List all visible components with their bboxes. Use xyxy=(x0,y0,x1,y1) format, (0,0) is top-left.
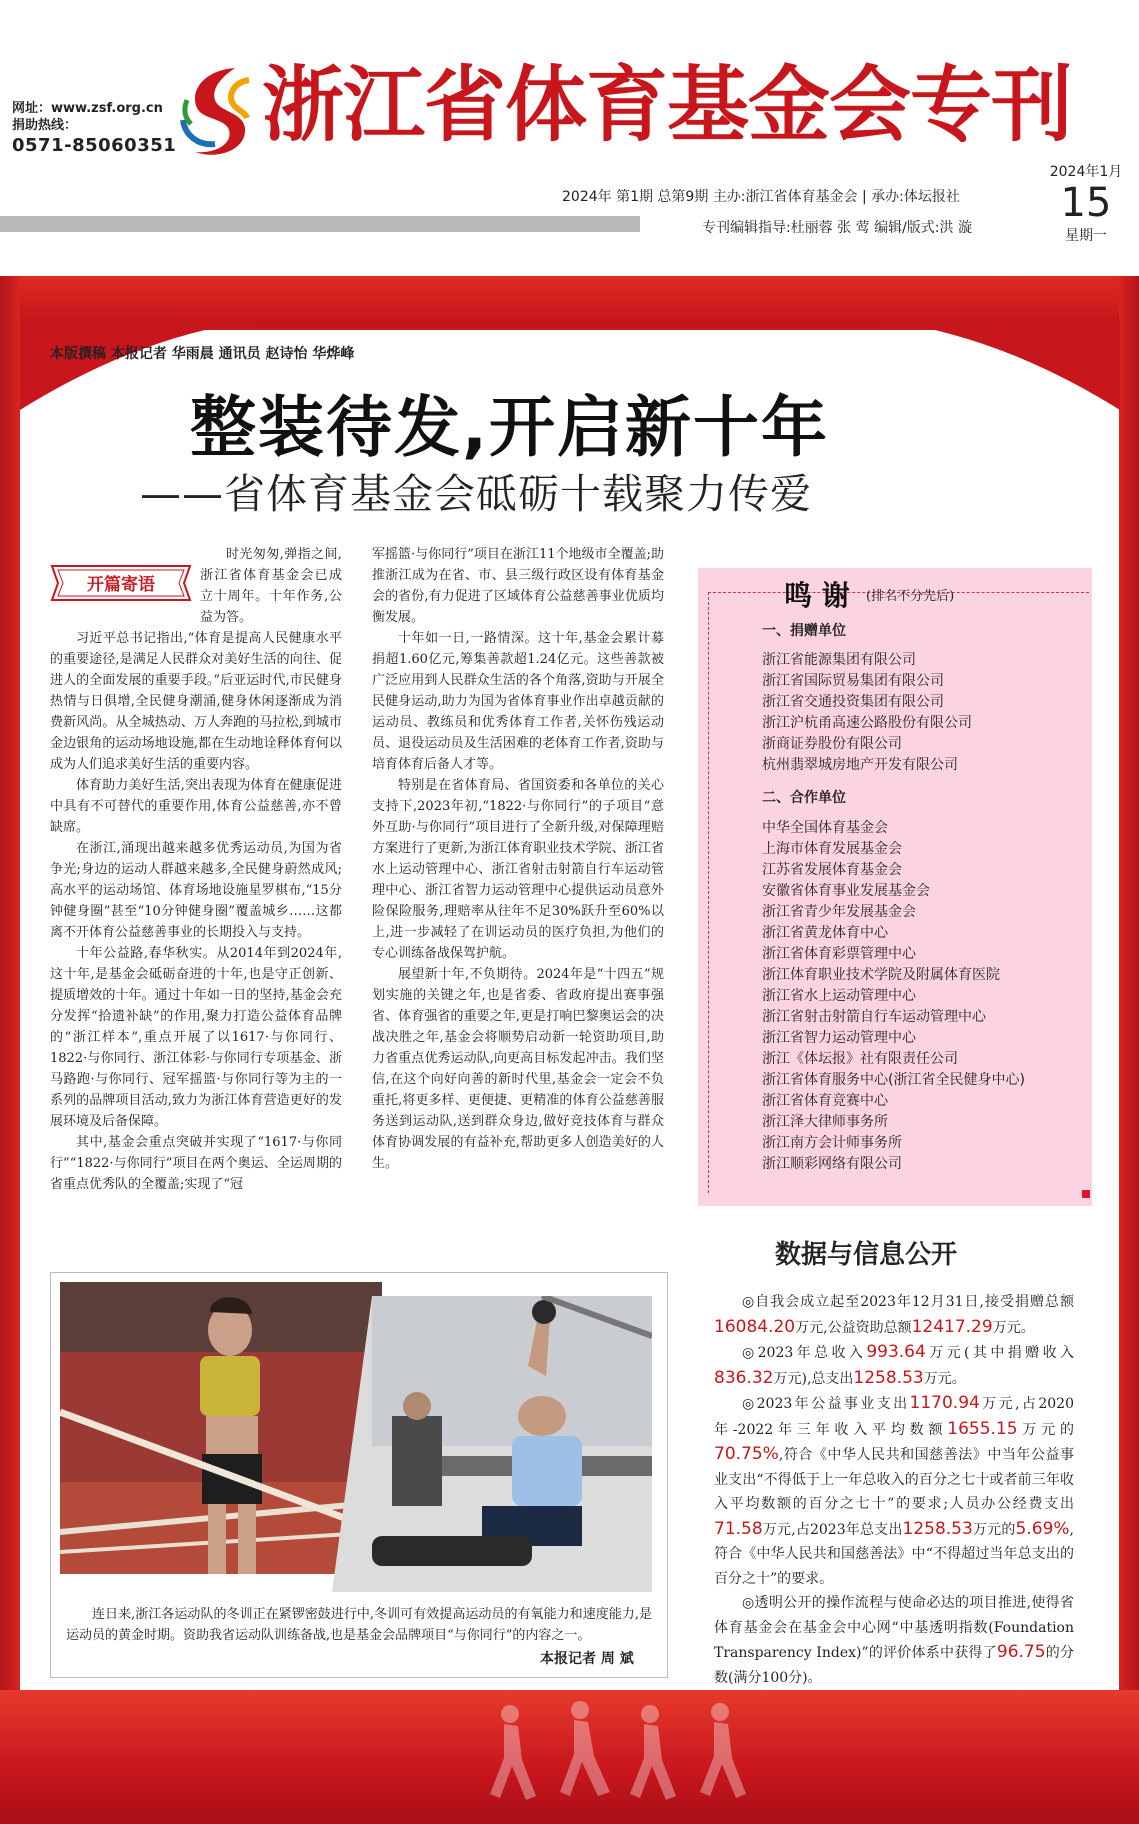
disclosure-paragraph xyxy=(714,1591,1074,1690)
figure-value: 71.58 xyxy=(714,1518,763,1539)
photo-credit: 本报记者 周 斌 xyxy=(540,1651,634,1667)
list-item: 浙江顺彩网络有限公司 xyxy=(762,1156,902,1172)
figure-value: 5.69% xyxy=(1015,1518,1070,1539)
date-weekday: 星期一 xyxy=(1065,228,1107,244)
figure-value: 70.75% xyxy=(714,1444,779,1464)
text: 万元,占2020年-2022年三年收入平均数额 xyxy=(714,1396,1074,1438)
text: 万元),总支出 xyxy=(773,1370,854,1387)
donors-heading: 一、捐赠单位 xyxy=(762,623,846,639)
list-item: 浙江省青少年发展基金会 xyxy=(762,904,916,920)
hotline-number: 0571-85060351 xyxy=(12,135,177,156)
paragraph: 在浙江,涌现出越来越多优秀运动员,为国为省争光;身边的运动人群越来越多,全民健身蔚然成风;高水平的运动场馆、体育场地设施星罗棋布,“15分钟健身圈”甚至“10分钟健身圈”覆盖城乡……这都离不开体育公益慈善事业的长期投入与支持。 xyxy=(50,841,342,940)
paragraph: 展望新十年,不负期待。2024年是“十四五”规划实施的关键之年,也是省委、省政府提出赛事强省、体育强省的重要之年,更是打响巴黎奥运会的决战决胜之年,基金会将顺势启动新一轮资助项目,助力省重点优秀运动队,向更高目标发起冲击。我们坚信,在这个向好向善的新时代里,基金会一定会不负重托,将更多样、更便捷、更精准的体育公益慈善服务送到运动队,送到群众身边,做好竞技体育与群众体育协调发展的有益补充,帮助更多人创造美好的人生。 xyxy=(372,967,664,1171)
disclosure-title: 数据与信息公开 xyxy=(775,1240,958,1270)
list-item: 浙江沪杭甬高速公路股份有限公司 xyxy=(762,715,972,731)
website-url: 网址：www.zsf.org.cn xyxy=(12,101,163,116)
list-item: 浙江省水上运动管理中心 xyxy=(762,988,916,1004)
text: 万元(其中捐赠收入 xyxy=(925,1345,1074,1361)
text: ◎自我会成立起至2023年12月31日,接受捐赠总额 xyxy=(742,1294,1074,1310)
partner-list xyxy=(762,818,1025,1175)
paragraph: 军摇篮·与你同行”项目在浙江11个地级市全覆盖;助推浙江成为在省、市、县三级行政区设有体育基金会的省份,有力促进了区域体育公益慈善事业优质均衡发展。 xyxy=(372,547,664,625)
figure-value: 1170.94 xyxy=(909,1393,980,1413)
disclosure-paragraph xyxy=(714,1391,1074,1591)
text: ,符合《中华人民共和国慈善法》中“不得超过当年总支出的百分之十”的要求。 xyxy=(714,1521,1074,1587)
list-item: 浙江南方会计师事务所 xyxy=(762,1135,902,1151)
list-item: 安徽省体育事业发展基金会 xyxy=(762,883,930,899)
curtain-right xyxy=(1119,276,1139,1696)
figure-value: 16084.20 xyxy=(714,1316,796,1337)
article-column-1 xyxy=(50,544,342,1195)
figure-value: 993.64 xyxy=(866,1342,926,1362)
corner-dot-icon xyxy=(1082,1190,1090,1198)
list-item: 浙江省交通投资集团有限公司 xyxy=(762,694,944,710)
paragraph: 习近平总书记指出,“体育是提高人民健康水平的重要途径,是满足人民群众对美好生活的向往、促进人的全面发展的重要手段。”后亚运时代,市民健身热情与日俱增,全民健身潮涌,健身休闲逐渐成为消费新风尚。从全城热动、万人奔跑的马拉松,到城市金边银角的运动场地设施,都在生动地诠释体育何以成为人们追求美好生活的重要内容。 xyxy=(50,631,342,772)
paragraph: 特别是在省体育局、省国资委和各单位的关心支持下,2023年初,“1822·与你同行”的子项目“意外互助·与你同行”项目进行了全新升级,对保障理赔方案进行了更新,为浙江体育职业技术学院、浙江省水上运动管理中心、浙江省射击射箭自行车运动管理中心、浙江省智力运动管理中心提供运动员意外险保险服务,理赔率从往年不足30%跃升至60%以上,进一步减轻了在训运动员的医疗负担,为他们的专心训练备战保驾护航。 xyxy=(372,778,664,961)
list-item: 江苏省发展体育基金会 xyxy=(762,862,902,878)
list-item: 浙江省体育服务中心(浙江省全民健身中心) xyxy=(762,1072,1025,1088)
text: 万元的 xyxy=(1017,1421,1075,1438)
paragraph: 其中,基金会重点突破并实现了“1617·与你同行”“1822·与你同行”项目在两个奥运、全运周期的省重点优秀队的全覆盖;实现了“冠 xyxy=(50,1135,342,1192)
acknowledgement-note: (排名不分先后) xyxy=(866,589,955,604)
text: 万元,占2023年总支出 xyxy=(762,1521,903,1538)
text: 万元的 xyxy=(972,1521,1016,1538)
curtain-left xyxy=(0,276,20,1696)
figure-value: 1655.15 xyxy=(947,1418,1018,1439)
disclosure-paragraph xyxy=(714,1290,1074,1340)
list-item: 上海市体育发展基金会 xyxy=(762,841,902,857)
list-item: 中华全国体育基金会 xyxy=(762,820,888,836)
text: 万元,公益资助总额 xyxy=(795,1319,912,1336)
editors-info: 专刊编辑指导:杜丽蓉 张 莺 编辑/版式:洪 漩 xyxy=(702,220,972,236)
article-byline: 本版撰稿 本报记者 华雨晨 通讯员 赵诗怡 华烨峰 xyxy=(50,346,355,362)
date-year-month: 2024年1月 xyxy=(1049,164,1123,180)
list-item: 浙江省能源集团有限公司 xyxy=(762,652,916,668)
masthead-title: 浙江省体育基金会专刊 xyxy=(262,58,1073,153)
paragraph: 十年如一日,一路情深。这十年,基金会累计募捐超1.60亿元,筹集善款超1.24亿元。这些善款被广泛应用到人民群众生活的各个角落,资助与开展全民健身运动,助力为国为省体育事业作出卓越贡献的运动员、教练员和优秀体育工作者,关怀伤残运动员、退役运动员及生活困难的老体育工作者,资助与培育体育后备人才等。 xyxy=(372,631,664,772)
figure-value: 1258.53 xyxy=(853,1367,924,1388)
article-subhead: ——省体育基金会砥砺十载聚力传爱 xyxy=(140,470,812,518)
issue-info: 2024年 第1期 总第9期 主办:浙江省体育基金会 | 承办:体坛报社 xyxy=(562,189,960,205)
figure-value: 836.32 xyxy=(714,1367,774,1388)
runners-silhouette-icon xyxy=(470,1700,770,1810)
contact-info xyxy=(12,100,176,158)
list-item: 浙江省国际贸易集团有限公司 xyxy=(762,673,944,689)
list-item: 浙江省黄龙体育中心 xyxy=(762,925,888,941)
paragraph: 体育助力美好生活,突出表现为体育在健康促进中具有不可替代的重要作用,体育公益慈善,亦不曾缺席。 xyxy=(50,778,342,835)
hotline-label: 捐助热线： xyxy=(12,118,78,133)
article-headline: 整装待发,开启新十年 xyxy=(189,389,830,466)
badge-label: 开篇寄语 xyxy=(87,575,155,595)
paragraph: 时光匆匆,弹指之间,浙江省体育基金会已成立十周年。十年作务,公益为答。 xyxy=(200,547,342,625)
text: 的分数(满分100分)。 xyxy=(714,1645,1074,1686)
text: 万元。 xyxy=(923,1370,966,1387)
list-item: 浙江体育职业技术学院及附属体育医院 xyxy=(762,967,1000,983)
list-item: 浙江省体育竞赛中心 xyxy=(762,1093,888,1109)
paragraph: 十年公益路,春华秋实。从2014年到2024年,这十年,是基金会砥砺奋进的十年,也是守正创新、提质增效的十年。通过十年如一日的坚持,基金会充分发挥“拾遗补缺”的作用,聚力打造公益体育品牌的“浙江样本”,重点开展了以1617·与你同行、1822·与你同行、浙江体彩·与你同行专项基金、浙马路跑·与你同行、冠军摇篮·与你同行等为主的一系列的品牌项目活动,致力为浙江体育营造更好的发展环境及后备保障。 xyxy=(50,946,342,1129)
list-item: 浙江省体育彩票管理中心 xyxy=(762,946,916,962)
list-item: 浙江省智力运动管理中心 xyxy=(762,1030,916,1046)
list-item: 浙江《体坛报》社有限责任公司 xyxy=(762,1051,958,1067)
text: ◎2023年公益事业支出 xyxy=(742,1396,910,1412)
foundation-logo-icon xyxy=(175,60,261,160)
caption-text: 连日来,浙江各运动队的冬训正在紧锣密鼓进行中,冬训可有效提高运动员的有氧能力和速度能力,是运动员的黄金时期。资助我省运动队训练备战,也是基金会品牌项目“与你同行”的内容之一。 xyxy=(66,1607,652,1643)
list-item: 浙江省射击射箭自行车运动管理中心 xyxy=(762,1009,986,1025)
text: 万元。 xyxy=(992,1319,1035,1336)
photo-caption xyxy=(66,1604,652,1646)
partners-heading: 二、合作单位 xyxy=(762,790,846,806)
donor-list xyxy=(762,650,972,776)
figure-value: 96.75 xyxy=(996,1642,1046,1662)
article-column-2 xyxy=(372,544,664,1174)
list-item: 浙江泽大律师事务所 xyxy=(762,1114,888,1130)
list-item: 杭州翡翠城房地产开发有限公司 xyxy=(762,757,958,773)
figure-value: 12417.29 xyxy=(911,1316,993,1337)
masthead-divider xyxy=(0,216,640,232)
date-day: 15 xyxy=(1060,180,1112,226)
disclosure-paragraph xyxy=(714,1340,1074,1391)
figure-value: 1258.53 xyxy=(902,1518,973,1539)
disclosure-body xyxy=(714,1290,1074,1690)
issue-date xyxy=(1040,161,1132,245)
list-item: 浙商证券股份有限公司 xyxy=(762,736,902,752)
acknowledgement-title: 鸣 谢 xyxy=(784,579,850,612)
text: ◎2023年总收入 xyxy=(742,1345,867,1361)
text: ,符合《中华人民共和国慈善法》中当年公益事业支出“不得低于上一年总收入的百分之七十或者前三年收入平均数额的百分之七十”的要求;人员办公经费支出 xyxy=(714,1447,1074,1512)
text: ◎透明公开的操作流程与使命必达的项目推进,使得省体育基金会在基金会中心网“中基透明指数(Foundation Transparency Index)”的评价体系中获得了 xyxy=(714,1595,1074,1661)
gym-training-athlete-photo xyxy=(332,1296,652,1592)
